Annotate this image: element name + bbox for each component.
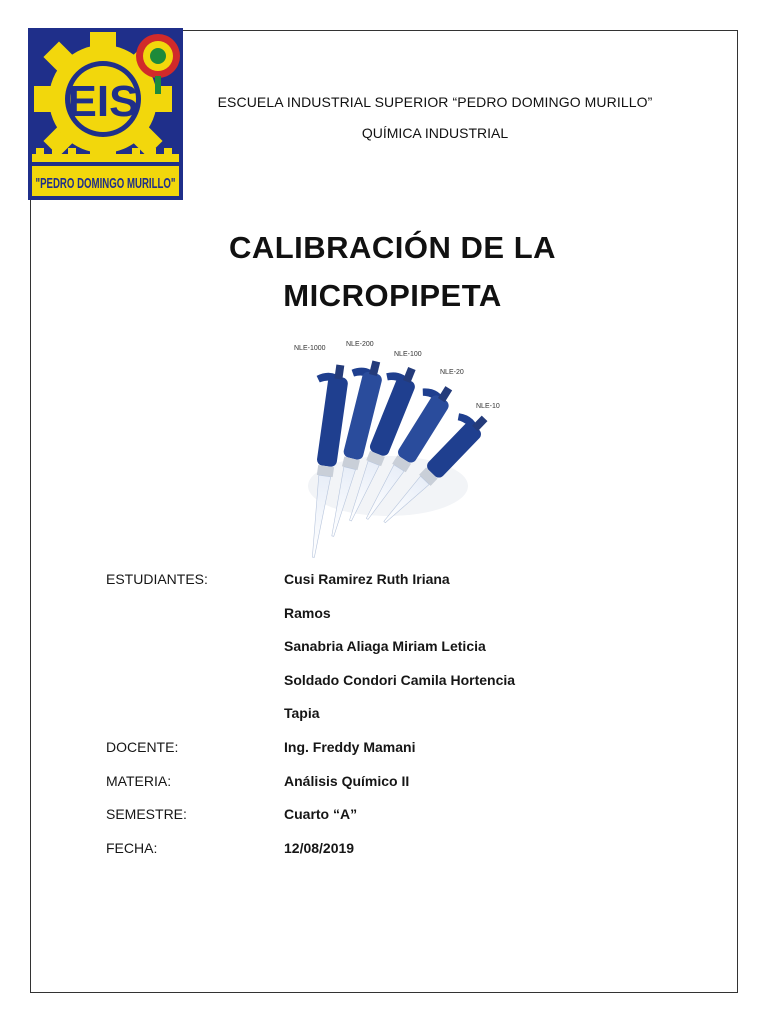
school-name: ESCUELA INDUSTRIAL SUPERIOR “PEDRO DOMINGO MURILLO”	[217, 94, 653, 110]
logo-text: EIS	[67, 77, 139, 126]
info-row-teacher	[106, 739, 666, 773]
subject-name: Análisis Químico II	[284, 772, 410, 789]
info-table	[106, 571, 666, 873]
subject-label: MATERIA:	[106, 772, 172, 789]
info-row-student-4	[106, 672, 666, 706]
document-title	[130, 224, 655, 320]
student-2: Ramos	[284, 604, 331, 621]
student-5: Tapia	[284, 705, 320, 722]
semester-value: Cuarto “A”	[284, 806, 358, 823]
info-row-student-2	[106, 605, 666, 639]
info-row-subject	[106, 773, 666, 807]
label-nle-20: NLE-20	[440, 369, 464, 376]
department-name: QUÍMICA INDUSTRIAL	[361, 125, 509, 141]
date-label: FECHA:	[106, 839, 158, 856]
teacher-name: Ing. Freddy Mamani	[284, 738, 416, 755]
date-value: 12/08/2019	[284, 839, 355, 856]
label-nle-100: NLE-100	[394, 351, 422, 358]
info-row-student-5	[106, 705, 666, 739]
title-line-2: MICROPIPETA	[283, 278, 502, 313]
semester-label: SEMESTRE:	[106, 806, 187, 823]
school-logo	[28, 28, 183, 200]
pipette-1000	[292, 362, 351, 559]
student-3: Sanabria Aliaga Miriam Leticia	[284, 638, 486, 655]
info-row-student-3	[106, 638, 666, 672]
teacher-label: DOCENTE:	[106, 738, 179, 755]
student-1: Cusi Ramirez Ruth Iriana	[284, 571, 450, 587]
label-nle-200: NLE-200	[346, 341, 374, 348]
info-row-students	[106, 571, 666, 605]
info-row-semester	[106, 806, 666, 840]
info-row-date	[106, 840, 666, 874]
label-nle-10: NLE-10	[476, 403, 500, 410]
students-label: ESTUDIANTES:	[106, 571, 208, 587]
student-4: Soldado Condori Camila Hortencia	[284, 671, 516, 688]
logo-banner: "PEDRO DOMINGO MURILLO"	[35, 175, 176, 192]
micropipettes-photo	[278, 336, 510, 558]
title-line-1: CALIBRACIÓN DE LA	[228, 230, 557, 265]
label-nle-1000: NLE-1000	[294, 345, 326, 352]
